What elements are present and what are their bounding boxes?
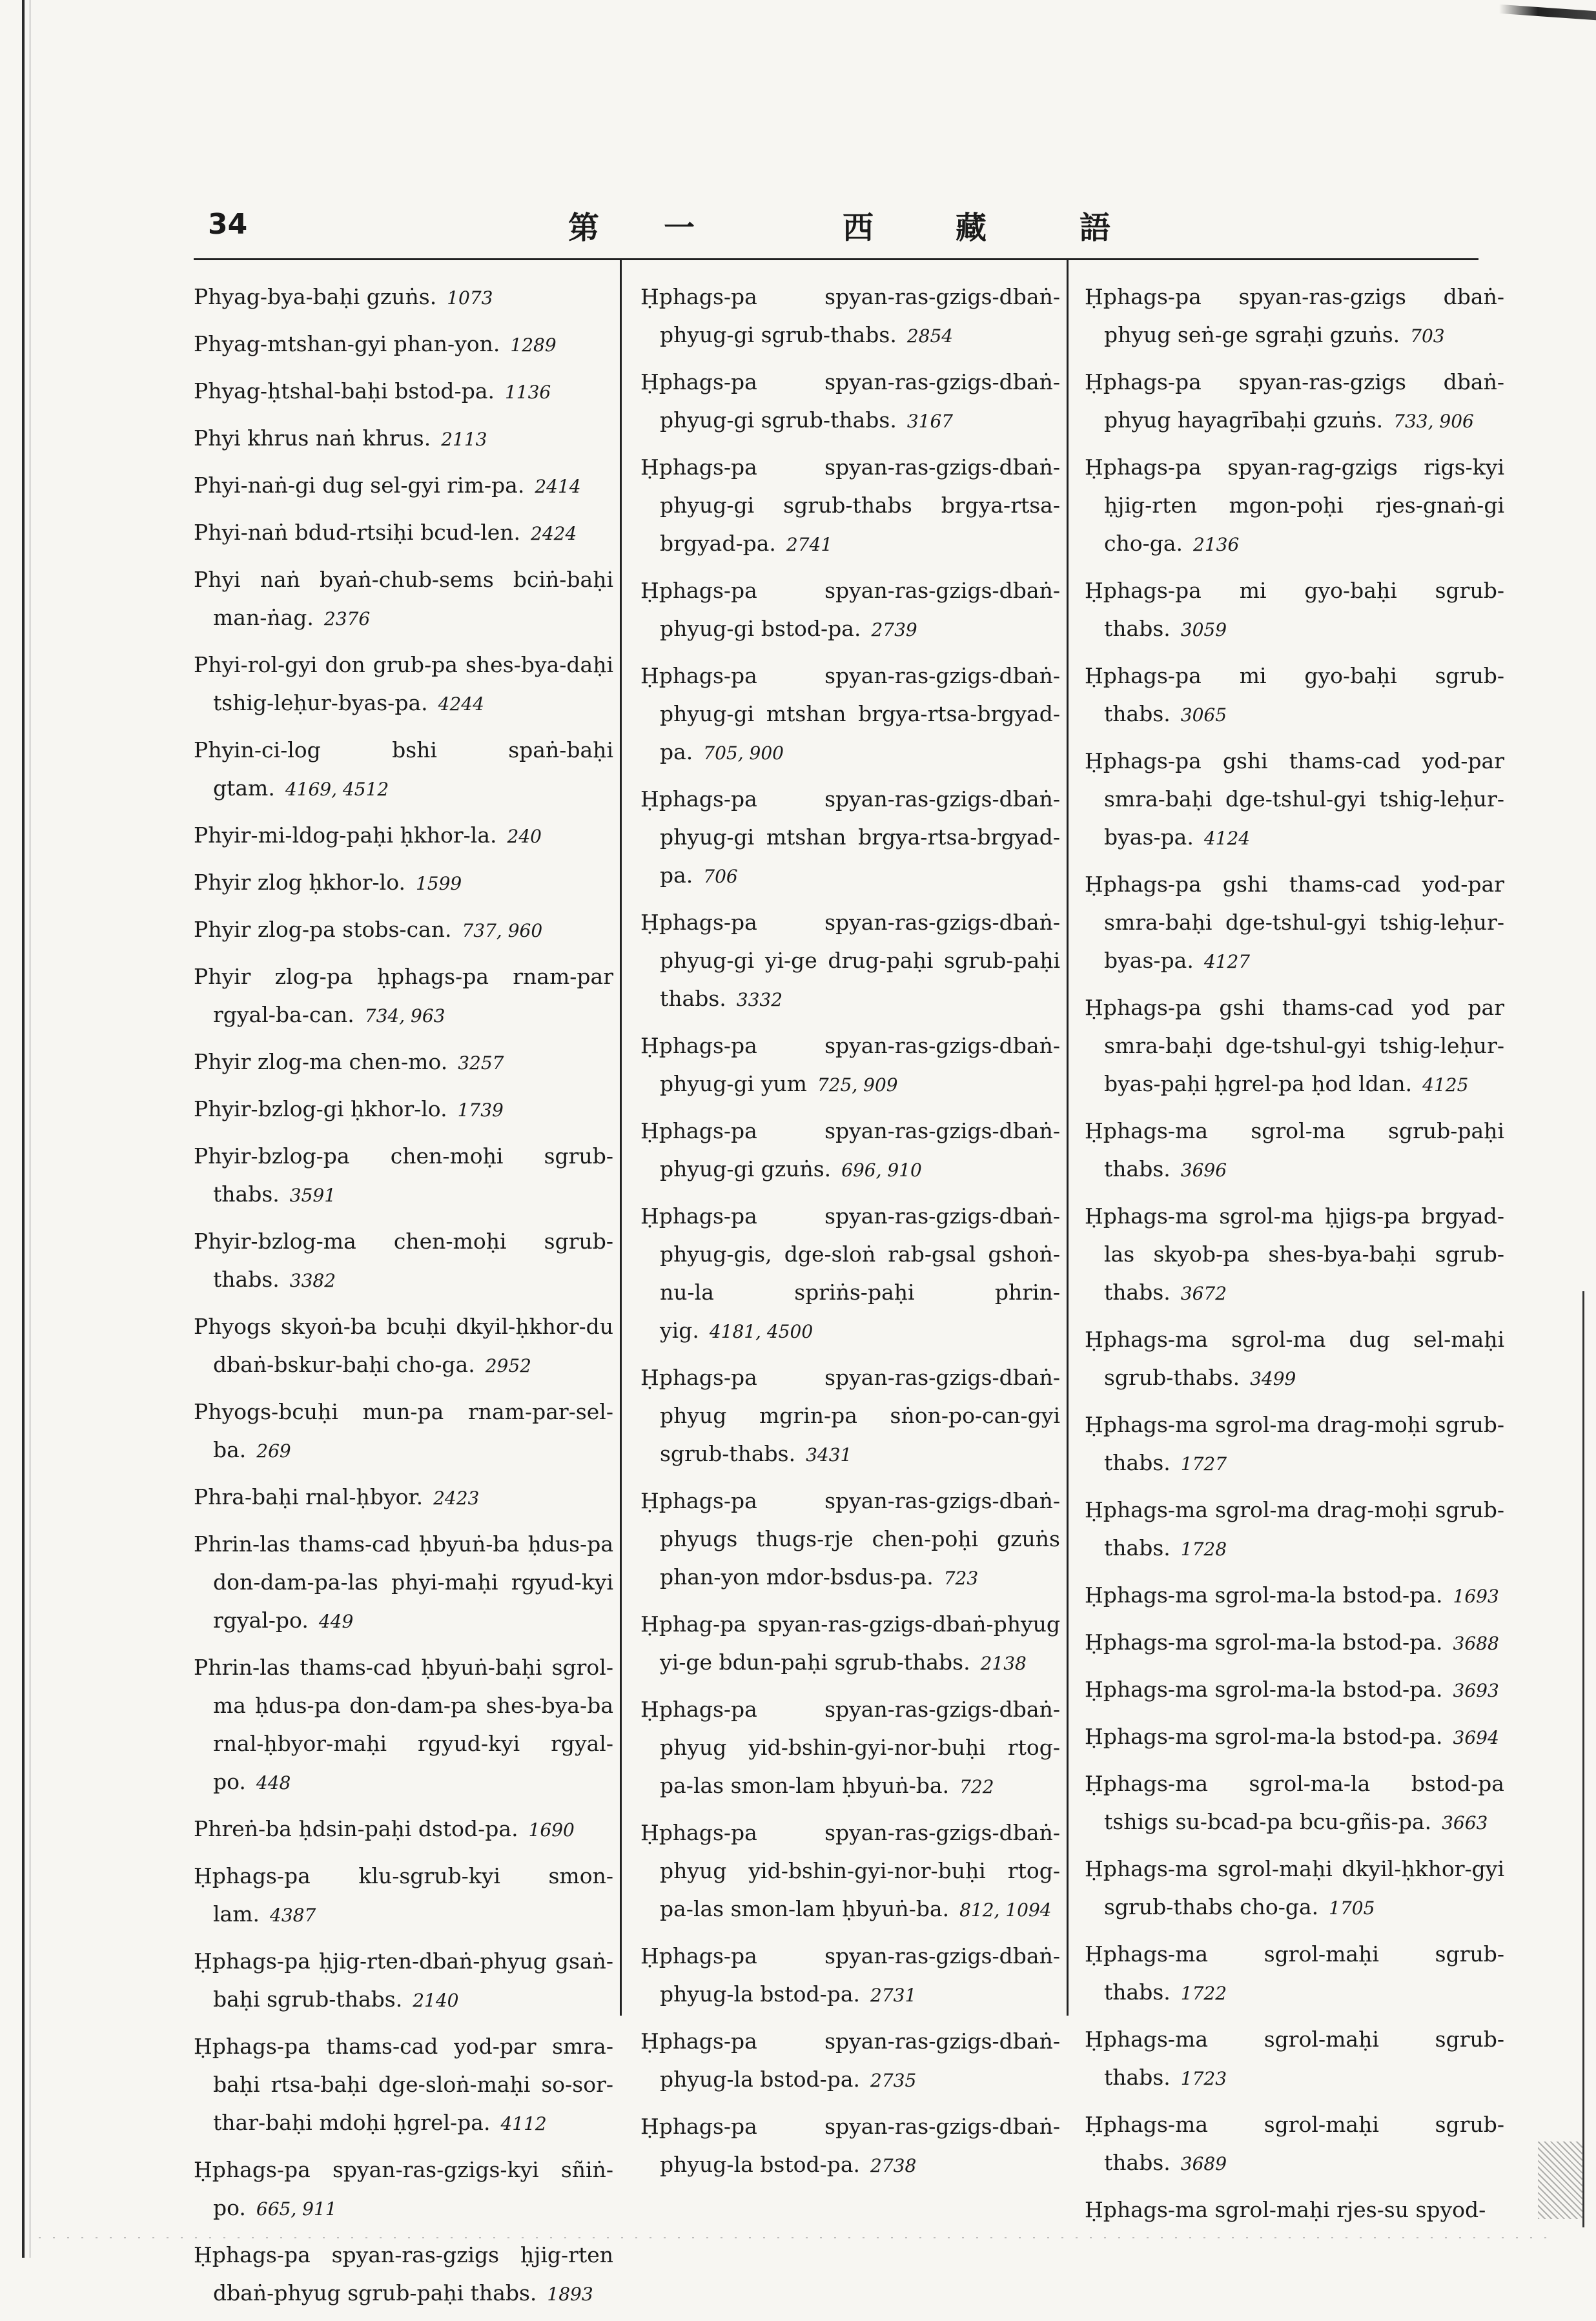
entry-title: Ḥphags-pa ḥjig-rten-dbaṅ-phyug gsaṅ-baḥi sgrub-thabs. — [194, 1948, 613, 2012]
entry-catalog-number: 3663 — [1442, 1812, 1488, 1834]
index-entry — [1085, 742, 1504, 857]
entry-title: Ḥphags-ma sgrol-ma dug sel-maḥi sgrub-thabs. — [1085, 1327, 1504, 1390]
index-entry — [640, 1197, 1060, 1351]
entry-title: Ḥphags-pa gshi thams-cad yod-par smra-baḥi dge-tshul-gyi tshig-leḥur-byas-pa. — [1085, 748, 1504, 850]
entry-title: Ḥphags-pa spyan-ras-gzigs-dbaṅ-phyug-gi mtshan brgya-rtsa-brgyad-pa. — [640, 663, 1060, 764]
entry-title: Ḥphags-pa spyan-ras-gzigs-dbaṅ-phyug-gi mtshan brgya-rtsa-brgyad-pa. — [640, 786, 1060, 888]
entry-title: Ḥphags-pa spyan-ras-gzigs-dbaṅ-phyug yid-bshin-gyi-nor-buḥi rtog-pa-las smon-lam ḥbyuṅ-ba. — [640, 1820, 1060, 1921]
entry-catalog-number: 3696 — [1180, 1160, 1227, 1181]
entry-title: Phyi khrus naṅ khrus. — [194, 425, 431, 451]
entry-title: Ḥphags-pa spyan-rag-gzigs rigs-kyi ḥjig-rten mgon-poḥi rjes-gnaṅ-gi cho-ga. — [1085, 455, 1504, 556]
index-entry — [194, 1090, 613, 1129]
title-char-5: 語 — [1079, 210, 1111, 246]
title-char-2: 一 — [664, 210, 695, 246]
index-entry — [1085, 1670, 1504, 1710]
entry-title: Ḥphags-pa spyan-ras-gzigs-dbaṅ-phyug-gi gzuṅs. — [640, 1118, 1060, 1181]
index-entry — [194, 957, 613, 1035]
entry-title: Ḥphags-ma sgrol-ma sgrub-paḥi thabs. — [1085, 1118, 1504, 1181]
index-entry — [194, 2236, 613, 2313]
entry-catalog-number: 1893 — [547, 2284, 593, 2305]
index-entry — [194, 1525, 613, 1641]
entry-title: Phyir zlog ḥkhor-lo. — [194, 870, 405, 895]
index-entry — [640, 2022, 1060, 2100]
entry-title: Phyag-bya-baḥi gzuṅs. — [194, 284, 437, 309]
entry-catalog-number: 1727 — [1180, 1453, 1227, 1475]
entry-catalog-number: 665, 911 — [256, 2198, 337, 2220]
index-entry — [1085, 1491, 1504, 1568]
index-entry — [194, 1222, 613, 1300]
entry-catalog-number: 1693 — [1453, 1586, 1499, 1607]
entry-catalog-number: 3257 — [458, 1052, 504, 1074]
entry-catalog-number: 2113 — [441, 429, 487, 450]
entry-catalog-number: 725, 909 — [817, 1074, 898, 1096]
index-entry — [194, 1137, 613, 1214]
entry-title: Ḥphags-ma sgrol-ma ḥjigs-pa brgyad-las skyob-pa shes-bya-baḥi sgrub-thabs. — [1085, 1203, 1504, 1305]
index-entry — [640, 571, 1060, 649]
entry-title: Ḥphags-ma sgrol-ma drag-moḥi sgrub-thabs. — [1085, 1412, 1504, 1475]
index-entry — [1085, 1935, 1504, 2012]
index-entry — [1085, 1576, 1504, 1615]
entry-catalog-number: 2731 — [870, 1985, 917, 2006]
entry-title: Ḥphags-ma sgrol-maḥi sgrub-thabs. — [1085, 2027, 1504, 2090]
index-entry — [1085, 1717, 1504, 1757]
entry-catalog-number: 3431 — [806, 1444, 852, 1466]
entry-title: Ḥphags-pa spyan-ras-gzigs ḥjig-rten dbaṅ-phyug sgrub-paḥi thabs. — [194, 2242, 613, 2306]
entry-catalog-number: 1073 — [447, 287, 493, 309]
entry-title: Ḥphags-pa spyan-ras-gzigs-dbaṅ-phyug-gi bstod-pa. — [640, 578, 1060, 641]
entry-catalog-number: 3382 — [289, 1270, 336, 1291]
entry-title: Ḥphags-pa spyan-ras-gzigs-dbaṅ-phyug-la bstod-pa. — [640, 1943, 1060, 2007]
index-entry — [1085, 448, 1504, 564]
index-entry — [640, 1690, 1060, 1806]
title-char-1: 第 — [568, 210, 600, 246]
index-entry — [194, 2151, 613, 2228]
index-entry — [640, 278, 1060, 355]
column-divider-2 — [1067, 260, 1069, 2016]
index-entry — [1085, 2020, 1504, 2098]
entry-title: Ḥphags-pa spyan-ras-gzigs-dbaṅ-phyug-la bstod-pa. — [640, 2029, 1060, 2092]
entry-catalog-number: 3689 — [1180, 2153, 1227, 2174]
entry-title: Phyir-bzlog-ma chen-moḥi sgrub-thabs. — [194, 1229, 613, 1292]
entry-catalog-number: 1728 — [1180, 1539, 1227, 1560]
entry-catalog-number: 3672 — [1180, 1283, 1227, 1304]
entry-title: Phyi-rol-gyi don grub-pa shes-bya-daḥi tshig-leḥur-byas-pa. — [194, 652, 613, 715]
index-entry — [194, 1307, 613, 1385]
index-entry — [640, 657, 1060, 772]
entry-title: Phyi naṅ byaṅ-chub-sems bciṅ-baḥi man-ṅag. — [194, 567, 613, 630]
entry-catalog-number: 4169, 4512 — [285, 779, 389, 800]
index-entry — [194, 419, 613, 458]
entry-catalog-number: 2738 — [870, 2155, 917, 2176]
entry-title: Ḥphags-ma sgrol-maḥi sgrub-thabs. — [1085, 1941, 1504, 2005]
entry-catalog-number: 4112 — [500, 2113, 547, 2134]
entry-title: Phrin-las thams-cad ḥbyuṅ-baḥi sgrol-ma ḥdus-pa don-dam-pa shes-bya-ba rnal-ḥbyor-maḥi rgyud-kyi rgyal-po. — [194, 1655, 613, 1794]
entry-title: Ḥphags-ma sgrol-ma-la bstod-pa tshigs su-bcad-pa bcu-gñis-pa. — [1085, 1771, 1504, 1834]
page-header — [0, 201, 1596, 253]
index-entry — [1085, 2191, 1504, 2229]
entry-catalog-number: 3332 — [736, 989, 783, 1010]
entry-catalog-number: 4125 — [1422, 1074, 1469, 1096]
entry-catalog-number: 696, 910 — [841, 1160, 922, 1181]
index-entry — [640, 1027, 1060, 1104]
scan-artifact — [1538, 2142, 1583, 2219]
entry-title: Phyir-bzlog-gi ḥkhor-lo. — [194, 1096, 447, 1121]
index-column-3 — [1085, 278, 1504, 2236]
entry-title: Phyir-mi-ldog-paḥi ḥkhor-la. — [194, 823, 497, 848]
entry-title: Ḥphags-ma sgrol-ma-la bstod-pa. — [1085, 1677, 1443, 1702]
entry-title: Phyir zlog-pa stobs-can. — [194, 917, 452, 942]
entry-catalog-number: 1739 — [457, 1099, 504, 1121]
entry-catalog-number: 3499 — [1250, 1368, 1296, 1389]
scan-mark — [1499, 5, 1596, 20]
entry-catalog-number: 4127 — [1203, 951, 1251, 972]
entry-title: Ḥphags-pa mi gyo-baḥi sgrub-thabs. — [1085, 663, 1504, 726]
entry-catalog-number: 3059 — [1180, 619, 1227, 640]
entry-catalog-number: 3167 — [906, 411, 954, 432]
index-entry — [640, 1814, 1060, 1929]
entry-title: Phyogs-bcuḥi mun-pa rnam-par-sel-ba. — [194, 1399, 613, 1462]
entry-catalog-number: 705, 900 — [703, 742, 784, 764]
index-entry — [194, 466, 613, 506]
index-entry — [640, 448, 1060, 564]
entry-catalog-number: 2854 — [906, 325, 954, 347]
entry-catalog-number: 2138 — [980, 1653, 1027, 1674]
index-column-2 — [640, 278, 1060, 2193]
index-entry — [1085, 363, 1504, 440]
entry-catalog-number: 1690 — [528, 1819, 575, 1841]
entry-catalog-number: 269 — [256, 1440, 291, 1462]
entry-catalog-number: 737, 960 — [462, 920, 543, 941]
entry-title: Ḥphags-pa klu-sgrub-kyi smon-lam. — [194, 1863, 613, 1927]
entry-title: Ḥphags-pa spyan-ras-gzigs-dbaṅ-phyugs thugs-rje chen-poḥi gzuṅs phan-yon mdor-bsdus-pa. — [640, 1488, 1060, 1590]
entry-catalog-number: 1599 — [415, 873, 462, 894]
entry-catalog-number: 3693 — [1453, 1680, 1499, 1701]
entry-catalog-number: 722 — [959, 1776, 994, 1797]
left-margin-rule — [22, 0, 25, 2258]
entry-catalog-number: 723 — [943, 1568, 979, 1589]
index-entry — [640, 1358, 1060, 1474]
index-entry — [640, 1605, 1060, 1682]
index-entry — [1085, 278, 1504, 355]
index-entry — [1085, 988, 1504, 1104]
entry-title: Ḥphag-pa spyan-ras-gzigs-dbaṅ-phyug yi-ge bdun-paḥi sgrub-thabs. — [640, 1611, 1060, 1675]
index-entry — [194, 513, 613, 553]
entry-catalog-number: 1705 — [1329, 1897, 1375, 1919]
index-entry — [640, 2107, 1060, 2185]
entry-title: Ḥphags-pa mi gyo-baḥi sgrub-thabs. — [1085, 578, 1504, 641]
entry-title: Ḥphags-pa spyan-ras-gzigs-dbaṅ-phyug-gi yum — [640, 1033, 1060, 1096]
index-entry — [640, 1937, 1060, 2014]
entry-title: Ḥphags-ma sgrol-maḥi sgrub-thabs. — [1085, 2112, 1504, 2175]
index-column-1 — [194, 278, 613, 2321]
entry-title: Phrin-las thams-cad ḥbyuṅ-ba ḥdus-pa don-dam-pa-las phyi-maḥi rgyud-kyi rgyal-po. — [194, 1531, 613, 1633]
entry-title: Ḥphags-pa spyan-ras-gzigs-dbaṅ-phyug-gi sgrub-thabs. — [640, 369, 1060, 433]
entry-title: Phyag-mtshan-gyi phan-yon. — [194, 331, 500, 356]
entry-catalog-number: 2136 — [1193, 534, 1240, 555]
entry-catalog-number: 733, 906 — [1393, 411, 1474, 432]
entry-title: Phyir zlog-ma chen-mo. — [194, 1049, 448, 1074]
entry-catalog-number: 4244 — [438, 693, 484, 715]
entry-title: Phyag-ḥtshal-baḥi bstod-pa. — [194, 378, 495, 404]
entry-catalog-number: 4181, 4500 — [709, 1321, 813, 1342]
entry-catalog-number: 240 — [507, 826, 542, 847]
entry-catalog-number: 706 — [703, 866, 738, 887]
index-entry — [1085, 1112, 1504, 1189]
index-entry — [640, 780, 1060, 895]
index-entry — [194, 1942, 613, 2019]
index-entry — [194, 325, 613, 364]
page-number: 34 — [208, 208, 248, 241]
entry-catalog-number: 2376 — [323, 608, 371, 629]
entry-catalog-number: 4124 — [1203, 828, 1251, 849]
entry-catalog-number: 2140 — [413, 1990, 459, 2011]
index-entry — [194, 646, 613, 723]
entry-title: Phyir-bzlog-pa chen-moḥi sgrub-thabs. — [194, 1143, 613, 1207]
entry-catalog-number: 734, 963 — [364, 1005, 445, 1027]
index-entry — [194, 1043, 613, 1082]
entry-title: Ḥphags-ma sgrol-maḥi dkyil-ḥkhor-gyi sgrub-thabs cho-ga. — [1085, 1856, 1504, 1919]
entry-title: Ḥphags-pa spyan-ras-gzigs-dbaṅ-phyug-gis, dge-sloṅ rab-gsal gshoṅ-nu-la spriṅs-paḥi phrin-yig. — [640, 1203, 1060, 1343]
index-entry — [194, 278, 613, 317]
title-char-4: 藏 — [956, 210, 987, 246]
index-entry — [640, 1482, 1060, 1597]
entry-title: Ḥphags-ma sgrol-ma-la bstod-pa. — [1085, 1630, 1443, 1655]
index-entry — [194, 1478, 613, 1517]
entry-title: Ḥphags-pa spyan-ras-gzigs-dbaṅ-phyug-la bstod-pa. — [640, 2114, 1060, 2177]
index-entry — [1085, 571, 1504, 649]
entry-title: Ḥphags-ma sgrol-ma-la bstod-pa. — [1085, 1724, 1443, 1749]
entry-catalog-number: 1722 — [1180, 1983, 1227, 2004]
entry-title: Phyir zlog-pa ḥphags-pa rnam-par rgyal-ba-can. — [194, 964, 613, 1027]
index-entry — [194, 2027, 613, 2143]
index-entry — [1085, 1320, 1504, 1398]
entry-title: Phyi-naṅ-gi dug sel-gyi rim-pa. — [194, 473, 525, 498]
index-entry — [1085, 1850, 1504, 1927]
index-entry — [1085, 865, 1504, 981]
entry-catalog-number: 2424 — [531, 523, 577, 544]
entry-title: Phyogs skyoṅ-ba bcuḥi dkyil-ḥkhor-du dbaṅ-bskur-baḥi cho-ga. — [194, 1314, 613, 1377]
index-entry — [1085, 1406, 1504, 1483]
entry-catalog-number: 703 — [1410, 325, 1445, 347]
entry-catalog-number: 1136 — [504, 382, 551, 403]
entry-catalog-number: 448 — [256, 1772, 291, 1794]
entry-catalog-number: 2739 — [871, 619, 917, 640]
header-rule — [194, 258, 1478, 260]
index-entry — [640, 363, 1060, 440]
index-entry — [194, 1648, 613, 1802]
entry-catalog-number: 3688 — [1453, 1633, 1499, 1654]
title-char-3: 西 — [843, 210, 874, 246]
entry-title: Ḥphags-pa spyan-ras-gzigs-kyi sñiṅ-po. — [194, 2157, 613, 2220]
entry-catalog-number: 1289 — [510, 334, 557, 356]
right-edge-shadow — [1582, 1291, 1584, 2227]
entry-title: Ḥphags-pa spyan-ras-gzigs dbaṅ-phyug seṅ-ge sgraḥi gzuṅs. — [1085, 284, 1504, 347]
entry-title: Phreṅ-ba ḥdsin-paḥi dstod-pa. — [194, 1816, 518, 1841]
index-entry — [1085, 657, 1504, 734]
entry-title: Ḥphags-pa spyan-ras-gzigs dbaṅ-phyug hayagrībaḥi gzuṅs. — [1085, 369, 1504, 433]
entry-title: Ḥphags-pa thams-cad yod-par smra-baḥi rtsa-baḥi dge-sloṅ-maḥi so-sor-thar-baḥi mdoḥi ḥgrel-pa. — [194, 2034, 613, 2135]
entry-catalog-number: 812, 1094 — [959, 1899, 1052, 1921]
entry-catalog-number: 3065 — [1180, 704, 1227, 726]
index-entry — [640, 903, 1060, 1019]
entry-catalog-number: 2741 — [786, 534, 833, 555]
entry-title: Ḥphags-ma sgrol-ma-la bstod-pa. — [1085, 1582, 1443, 1608]
entry-title: Ḥphags-pa spyan-ras-gzigs-dbaṅ-phyug-gi sgrub-thabs brgya-rtsa-brgyad-pa. — [640, 455, 1060, 556]
entry-catalog-number: 3591 — [289, 1185, 336, 1206]
entry-catalog-number: 2414 — [535, 476, 581, 497]
column-divider-1 — [620, 260, 622, 2016]
entry-title: Ḥphags-pa spyan-ras-gzigs-dbaṅ-phyug mgrin-pa sṅon-po-can-gyi sgrub-thabs. — [640, 1365, 1060, 1466]
index-entry — [194, 1810, 613, 1849]
entry-title: Ḥphags-pa gshi thams-cad yod-par smra-baḥi dge-tshul-gyi tshig-leḥur-byas-pa. — [1085, 872, 1504, 973]
entry-title: Phyin-ci-log bshi spaṅ-baḥi gtam. — [194, 737, 613, 801]
index-entry — [194, 731, 613, 808]
entry-title: Ḥphags-ma sgrol-ma drag-moḥi sgrub-thabs. — [1085, 1497, 1504, 1560]
entry-title: Ḥphags-pa spyan-ras-gzigs-dbaṅ-phyug yid-bshin-gyi-nor-buḥi rtog-pa-las smon-lam ḥbyuṅ-ba. — [640, 1697, 1060, 1798]
entry-catalog-number: 2952 — [485, 1355, 531, 1376]
index-entry — [1085, 2105, 1504, 2183]
entry-title: Ḥphags-ma sgrol-maḥi rjes-su spyod- — [1085, 2197, 1486, 2222]
entry-catalog-number: 2735 — [870, 2070, 917, 2091]
entry-title: Ḥphags-pa gshi thams-cad yod par smra-baḥi dge-tshul-gyi tshig-leḥur-byas-paḥi ḥgrel-pa ḥod ldan. — [1085, 995, 1504, 1096]
index-entry — [194, 372, 613, 411]
entry-catalog-number: 2423 — [433, 1488, 480, 1509]
entry-title: Phyi-naṅ bdud-rtsiḥi bcud-len. — [194, 520, 521, 545]
entry-title: Ḥphags-pa spyan-ras-gzigs-dbaṅ-phyug-gi sgrub-thabs. — [640, 284, 1060, 347]
index-entry — [1085, 1764, 1504, 1842]
entry-catalog-number: 449 — [318, 1611, 354, 1632]
entry-catalog-number: 1723 — [1180, 2068, 1227, 2089]
index-entry — [194, 1857, 613, 1934]
index-entry — [640, 1112, 1060, 1189]
index-entry — [1085, 1197, 1504, 1313]
entry-title: Phra-baḥi rnal-ḥbyor. — [194, 1484, 424, 1509]
entry-catalog-number: 4387 — [270, 1905, 316, 1926]
entry-title: Ḥphags-pa spyan-ras-gzigs-dbaṅ-phyug-gi yi-ge drug-paḥi sgrub-paḥi thabs. — [640, 910, 1060, 1011]
index-entry — [194, 863, 613, 903]
index-entry — [194, 816, 613, 855]
index-entry — [194, 910, 613, 950]
entry-catalog-number: 3694 — [1453, 1727, 1499, 1748]
index-entry — [194, 560, 613, 638]
index-entry — [1085, 1623, 1504, 1662]
index-entry — [194, 1393, 613, 1470]
